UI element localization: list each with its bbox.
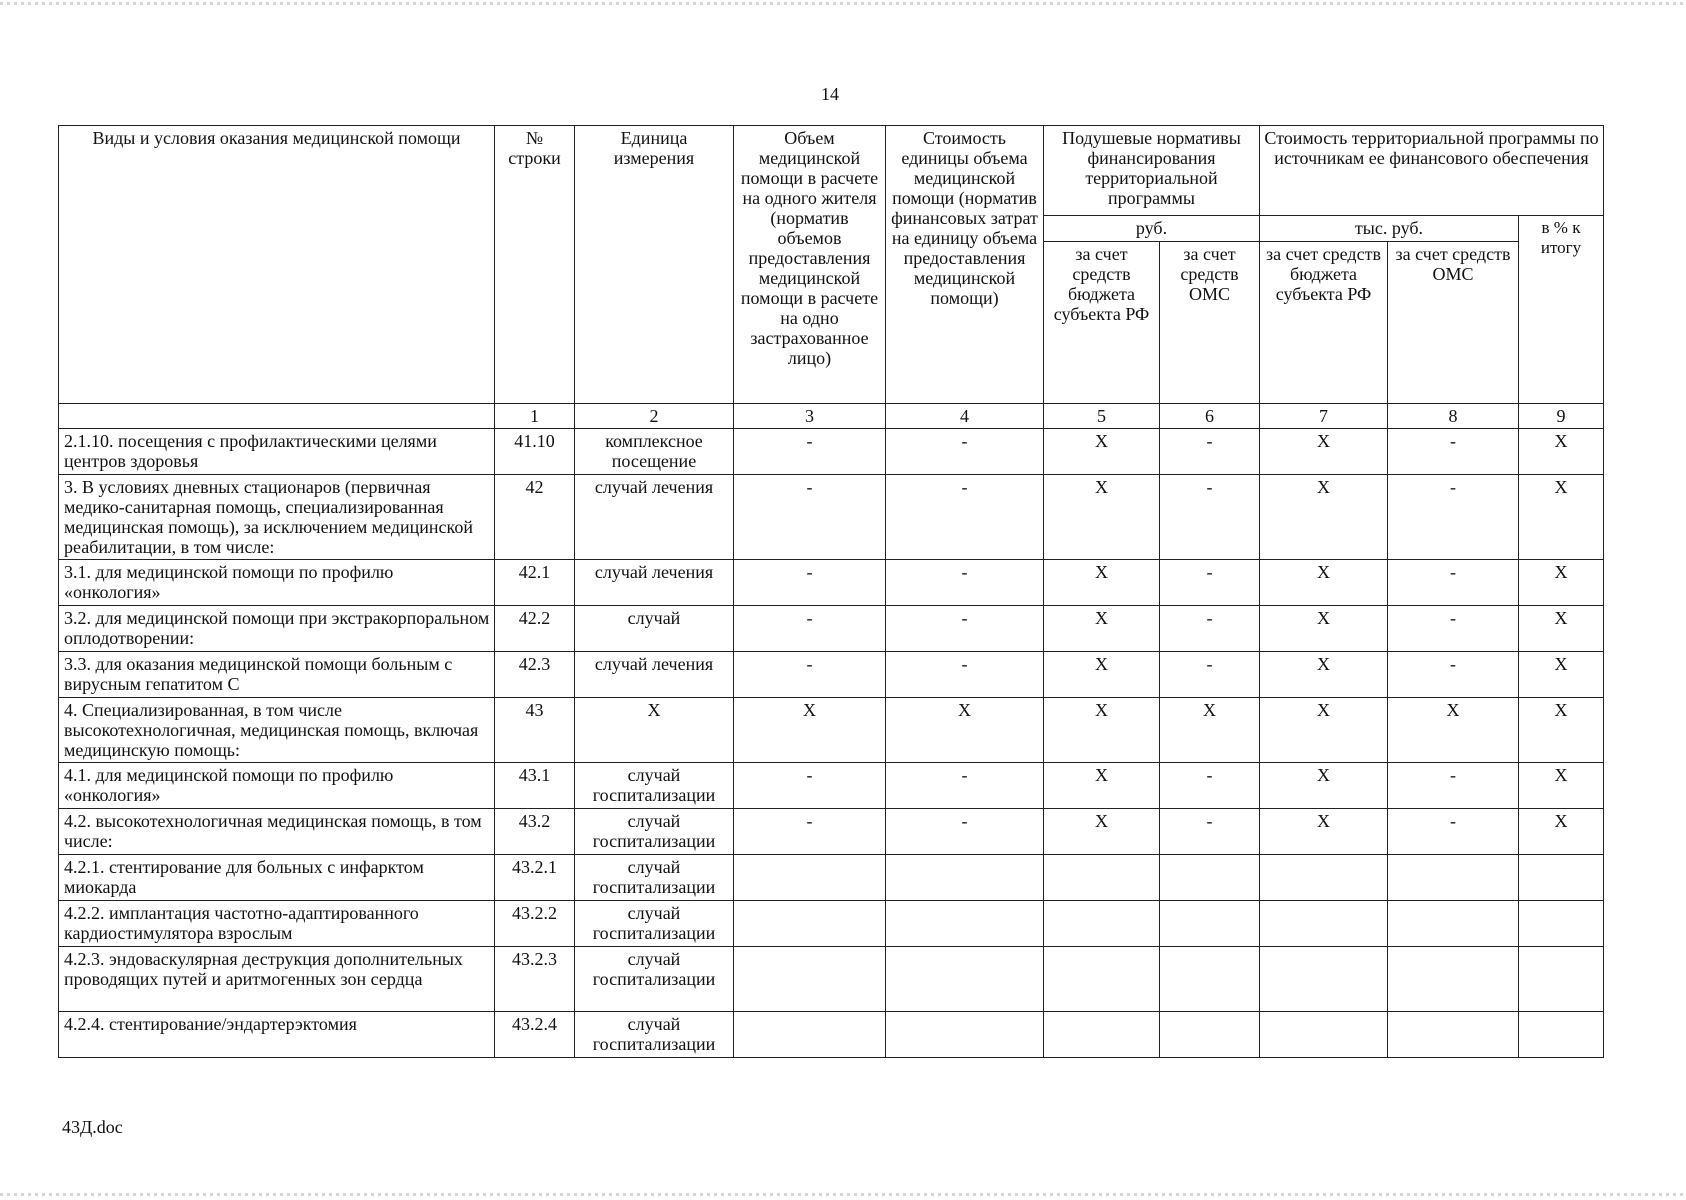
header-thous-rub: тыс. руб. — [1260, 216, 1519, 242]
row-number: 42.2 — [495, 606, 575, 652]
cell-cost: - — [886, 429, 1044, 475]
cell-program-budget — [1260, 947, 1388, 1012]
header-volume: Объем медицинской помощи в расчете на одного жителя (норматив объемов предоставления медицинской помощи в расчете на одно застрахованное лицо) — [734, 126, 886, 404]
header-percapita: Подушевые нормативы финансирования территориальной программы — [1044, 126, 1260, 216]
col-number — [59, 404, 495, 429]
footer-filename: 43Д.doc — [62, 1117, 123, 1137]
header-program-cost: Стоимость территориальной программы по источникам ее финансового обеспечения — [1260, 126, 1604, 216]
row-number: 41.10 — [495, 429, 575, 475]
cell-pct-total: X — [1519, 475, 1604, 560]
cell-program-budget: X — [1260, 606, 1388, 652]
cell-pct-total: X — [1519, 763, 1604, 809]
cell-pct-total: X — [1519, 652, 1604, 698]
cell-pct-total — [1519, 855, 1604, 901]
row-unit: случай госпитализации — [575, 809, 734, 855]
header-cost: Стоимость единицы объема медицинской помощи (норматив финансовых затрат на единицу объема предоставления медицинской помощи) — [886, 126, 1044, 404]
header-oms: за счет средств ОМС — [1160, 242, 1260, 404]
cell-cost: - — [886, 652, 1044, 698]
cell-percapita-oms: - — [1160, 429, 1260, 475]
cell-percapita-budget — [1044, 901, 1160, 947]
cell-percapita-budget: X — [1044, 475, 1160, 560]
cell-percapita-oms: - — [1160, 606, 1260, 652]
cell-pct-total: X — [1519, 606, 1604, 652]
row-number: 43 — [495, 698, 575, 763]
cell-percapita-oms: X — [1160, 698, 1260, 763]
row-unit: случай госпитализации — [575, 1012, 734, 1058]
table-row — [59, 901, 1604, 947]
row-name: 4.2.4. стентирование/эндартерэктомия — [59, 1012, 495, 1058]
cell-cost: - — [886, 560, 1044, 606]
table-row — [59, 652, 1604, 698]
cell-program-budget: X — [1260, 475, 1388, 560]
cell-program-budget: X — [1260, 809, 1388, 855]
header-budget-rf: за счет средств бюджета субъекта РФ — [1044, 242, 1160, 404]
col-number: 4 — [886, 404, 1044, 429]
cell-percapita-oms: - — [1160, 809, 1260, 855]
cell-program-oms: - — [1388, 652, 1519, 698]
header-unit: Единица измерения — [575, 126, 734, 404]
page-number: 14 — [821, 84, 839, 104]
row-name: 3.2. для медицинской помощи при экстракорпоральном оплодотворении: — [59, 606, 495, 652]
table-row — [59, 1012, 1604, 1058]
cell-percapita-oms: - — [1160, 652, 1260, 698]
cell-percapita-oms — [1160, 1012, 1260, 1058]
cell-program-oms: - — [1388, 560, 1519, 606]
cell-program-budget: X — [1260, 652, 1388, 698]
cell-volume: X — [734, 698, 886, 763]
scan-edge-bottom — [0, 1193, 1686, 1196]
cell-volume: - — [734, 475, 886, 560]
cell-volume: - — [734, 606, 886, 652]
cell-cost — [886, 947, 1044, 1012]
cell-volume: - — [734, 652, 886, 698]
row-number: 43.1 — [495, 763, 575, 809]
cell-cost: - — [886, 475, 1044, 560]
cell-program-budget: X — [1260, 698, 1388, 763]
cell-cost: - — [886, 606, 1044, 652]
cell-pct-total: X — [1519, 429, 1604, 475]
table-row — [59, 763, 1604, 809]
row-name: 4.2.1. стентирование для больных с инфарктом миокарда — [59, 855, 495, 901]
cell-program-oms: - — [1388, 809, 1519, 855]
header-types: Виды и условия оказания медицинской помощи — [59, 126, 495, 404]
row-unit: комплексное посещение — [575, 429, 734, 475]
cell-program-oms — [1388, 947, 1519, 1012]
cell-percapita-budget: X — [1044, 809, 1160, 855]
cell-program-oms — [1388, 1012, 1519, 1058]
col-number: 1 — [495, 404, 575, 429]
cell-program-oms: - — [1388, 429, 1519, 475]
cell-volume — [734, 1012, 886, 1058]
table-row — [59, 855, 1604, 901]
row-name: 4. Специализированная, в том числе высокотехнологичная, медицинская помощь, включая медицинскую помощь: — [59, 698, 495, 763]
row-name: 4.2.3. эндоваскулярная деструкция дополнительных проводящих путей и аритмогенных зон сердца — [59, 947, 495, 1012]
header-row-1 — [59, 126, 1604, 216]
cell-volume: - — [734, 429, 886, 475]
cell-cost — [886, 1012, 1044, 1058]
cell-percapita-budget: X — [1044, 560, 1160, 606]
cell-percapita-oms — [1160, 947, 1260, 1012]
table-row — [59, 809, 1604, 855]
cell-pct-total — [1519, 901, 1604, 947]
row-name: 4.2. высокотехнологичная медицинская помощь, в том числе: — [59, 809, 495, 855]
col-number: 2 — [575, 404, 734, 429]
table-row — [59, 947, 1604, 1012]
cell-volume — [734, 855, 886, 901]
row-name: 4.1. для медицинской помощи по профилю «онкология» — [59, 763, 495, 809]
col-number: 8 — [1388, 404, 1519, 429]
cell-pct-total — [1519, 947, 1604, 1012]
row-unit: случай лечения — [575, 475, 734, 560]
row-name: 3.3. для оказания медицинской помощи больным с вирусным гепатитом С — [59, 652, 495, 698]
row-unit: случай — [575, 606, 734, 652]
cell-volume: - — [734, 763, 886, 809]
row-unit: случай лечения — [575, 560, 734, 606]
row-number: 43.2.2 — [495, 901, 575, 947]
data-rows — [59, 429, 1604, 1058]
cell-program-budget: X — [1260, 763, 1388, 809]
header-oms-2: за счет средств ОМС — [1388, 242, 1519, 404]
row-name: 2.1.10. посещения с профилактическими целями центров здоровья — [59, 429, 495, 475]
header-rub: руб. — [1044, 216, 1260, 242]
scan-edge-top — [0, 2, 1686, 5]
cell-percapita-budget: X — [1044, 698, 1160, 763]
cell-percapita-oms: - — [1160, 763, 1260, 809]
row-name: 4.2.2. имплантация частотно-адаптированного кардиостимулятора взрослым — [59, 901, 495, 947]
col-number: 9 — [1519, 404, 1604, 429]
column-numbers-row — [59, 404, 1604, 429]
cell-percapita-oms: - — [1160, 560, 1260, 606]
row-unit: случай лечения — [575, 652, 734, 698]
cell-program-budget: X — [1260, 560, 1388, 606]
cell-percapita-budget: X — [1044, 606, 1160, 652]
row-unit: случай госпитализации — [575, 855, 734, 901]
table-row — [59, 560, 1604, 606]
row-name: 3. В условиях дневных стационаров (первичная медико-санитарная помощь, специализированная медицинская помощь), за исключением медицинской реабилитации, в том числе: — [59, 475, 495, 560]
cell-percapita-budget: X — [1044, 429, 1160, 475]
cell-pct-total: X — [1519, 560, 1604, 606]
cell-percapita-oms: - — [1160, 475, 1260, 560]
cell-percapita-oms — [1160, 901, 1260, 947]
cell-program-budget — [1260, 1012, 1388, 1058]
row-number: 43.2.3 — [495, 947, 575, 1012]
cell-cost — [886, 901, 1044, 947]
table-row — [59, 475, 1604, 560]
cell-percapita-budget — [1044, 1012, 1160, 1058]
cell-program-budget: X — [1260, 429, 1388, 475]
row-unit: случай госпитализации — [575, 901, 734, 947]
row-number: 42.1 — [495, 560, 575, 606]
row-unit: случай госпитализации — [575, 763, 734, 809]
row-name: 3.1. для медицинской помощи по профилю «онкология» — [59, 560, 495, 606]
cell-pct-total: X — [1519, 698, 1604, 763]
table-row — [59, 698, 1604, 763]
row-unit: случай госпитализации — [575, 947, 734, 1012]
col-number: 3 — [734, 404, 886, 429]
cell-cost: - — [886, 809, 1044, 855]
cell-program-budget — [1260, 855, 1388, 901]
cell-percapita-budget: X — [1044, 652, 1160, 698]
cell-volume: - — [734, 809, 886, 855]
cell-program-budget — [1260, 901, 1388, 947]
header-row-no: № строки — [495, 126, 575, 404]
table-row — [59, 429, 1604, 475]
cell-program-oms: - — [1388, 606, 1519, 652]
row-number: 42 — [495, 475, 575, 560]
cell-pct-total: X — [1519, 809, 1604, 855]
row-unit: X — [575, 698, 734, 763]
cell-program-oms: - — [1388, 475, 1519, 560]
cell-program-oms: X — [1388, 698, 1519, 763]
financing-table — [58, 125, 1604, 1058]
cell-pct-total — [1519, 1012, 1604, 1058]
cell-volume — [734, 947, 886, 1012]
cell-program-oms — [1388, 855, 1519, 901]
table-row — [59, 606, 1604, 652]
cell-percapita-budget — [1044, 947, 1160, 1012]
cell-cost: - — [886, 763, 1044, 809]
cell-percapita-oms — [1160, 855, 1260, 901]
row-number: 43.2.1 — [495, 855, 575, 901]
cell-percapita-budget: X — [1044, 763, 1160, 809]
cell-program-oms: - — [1388, 763, 1519, 809]
col-number: 7 — [1260, 404, 1388, 429]
cell-cost — [886, 855, 1044, 901]
cell-percapita-budget — [1044, 855, 1160, 901]
header-budget-rf-2: за счет средств бюджета субъекта РФ — [1260, 242, 1388, 404]
cell-volume — [734, 901, 886, 947]
cell-volume: - — [734, 560, 886, 606]
row-number: 43.2.4 — [495, 1012, 575, 1058]
row-number: 42.3 — [495, 652, 575, 698]
cell-program-oms — [1388, 901, 1519, 947]
header-pct-total: в % к итогу — [1519, 216, 1604, 404]
col-number: 5 — [1044, 404, 1160, 429]
cell-cost: X — [886, 698, 1044, 763]
col-number: 6 — [1160, 404, 1260, 429]
row-number: 43.2 — [495, 809, 575, 855]
